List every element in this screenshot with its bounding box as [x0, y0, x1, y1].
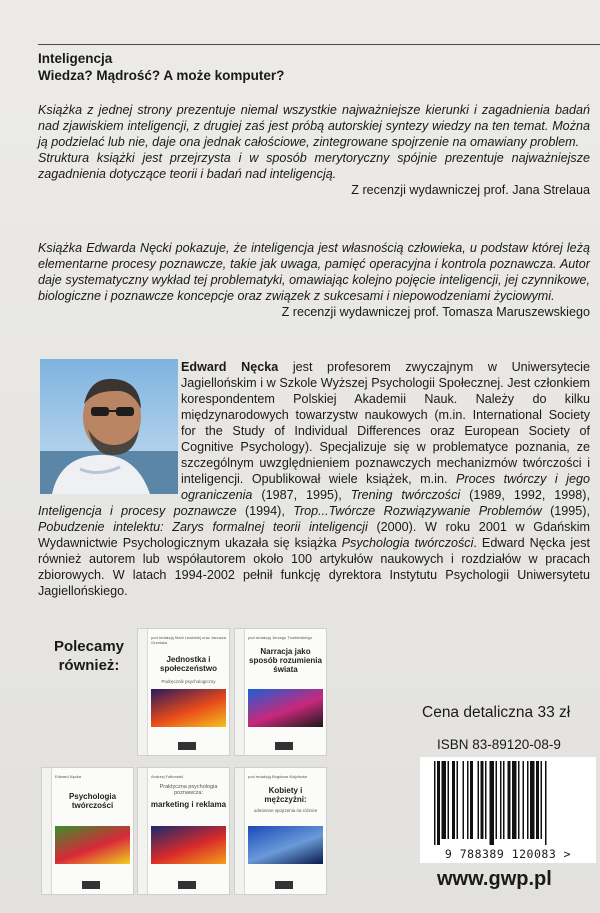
barcode-bar — [496, 761, 498, 839]
barcode-bar — [523, 761, 525, 839]
barcode-bar — [448, 761, 450, 839]
book-ref: Proces twórczy i jego ograniczenia — [181, 472, 590, 502]
barcode-bar — [518, 761, 520, 839]
barcode-bar — [508, 761, 511, 839]
book-ref: Trening twórczości — [350, 488, 461, 502]
book-ref: Psychologia twórczości — [341, 536, 474, 550]
barcode-bar — [503, 761, 505, 839]
recommended-book: Edward Nęcka Psychologia twórczości — [41, 767, 134, 895]
review-strelau — [38, 102, 590, 198]
publisher-logo — [275, 881, 293, 889]
cover-art — [248, 826, 323, 864]
book-ref: Trop...Twórcze Rozwiązywanie Problemów — [293, 504, 542, 518]
review-text: Książka z jednej strony prezentuje niemal wszystkie najważniejsze kierunki i zagadnienia badań nad zjawiskiem inteligencji, z drugiej zaś jest próbą autorskiej syntezy wiedzy na ten temat. Można ją podzielać lub nie, daje ona jednak całościowe, zintegrowane spojrzenie na omawiany problem. — [38, 103, 590, 149]
cover-art — [151, 826, 226, 864]
recommended-book: pod redakcją Marii Lewickiej oraz Janusza Grzelaka Jednostka i społeczeństwo Podręcznik psychologiczny — [137, 628, 230, 756]
barcode — [420, 757, 596, 863]
barcode-bar — [434, 761, 436, 845]
barcode-bar — [490, 761, 495, 845]
retail-price: Cena detaliczna 33 zł — [422, 704, 571, 721]
title-line-1: Inteligencja — [38, 51, 113, 66]
book-ref: Pobudzenie intelektu: Zarys formalnej teorii inteligencji — [38, 520, 368, 534]
author-bio: Edward Nęcka jest profesorem zwyczajnym w Uniwersytecie Jagiellońskim i w Szkole Wyższej Psychologii Społecznej. Jest członkiem korespondentem Polskiej Akademii Nauk. Należy do kilku międzynarodowych towarzystw naukowych (m.in. International Society for the Study of Individual Differences oraz European Society of Cognitive Psychology). Specjalizuje się w problematyce poznania, ze szczególnym uwzględnieniem poznawczych mechanizmów twórczości i inteligencji. Opublikował wiele książek, m.in. Proces twórczy i jego ograniczenia (1987, 1995), Trening twórczości (1989, 1992, 1998), Inteligencja i procesy poznawcze (1994), Trop...Twórcze Rozwiązywanie Problemów (1995), Pobudzenie intelektu: Zarys formalnej teorii inteligencji (2000). W roku 2001 w Gdańskim Wydawnictwie Psychologicznym ukazała się książka Psychologia twórczości. Edward Nęcka jest również autorem lub współautorem około 100 artykułów naukowych i rozdziałów w pracach zbiorowych. W latach 1994-2002 pełnił funkcję dyrektora Instytutu Psychologii Uniwersytetu Jagiellońskiego. — [38, 360, 591, 598]
barcode-bar — [485, 761, 487, 839]
review-maruszewski — [38, 240, 590, 320]
barcode-digits: 9 788389 120083 > — [444, 847, 572, 861]
barcode-bar — [527, 761, 529, 839]
book-cover-title: Kobiety i mężczyźni: — [264, 786, 307, 804]
review-source: Z recenzji wydawniczej prof. Tomasza Maruszewskiego — [281, 305, 590, 319]
barcode-bar — [457, 761, 459, 839]
barcode-bar — [470, 761, 473, 839]
barcode-bar — [437, 761, 440, 845]
barcode-bar — [536, 761, 539, 839]
book-ref: Inteligencja i procesy poznawcze — [38, 504, 237, 518]
top-rule — [38, 44, 600, 45]
isbn: ISBN 83-89120-08-9 — [437, 737, 561, 752]
barcode-bar — [467, 761, 469, 839]
book-cover-title: Psychologia twórczości — [68, 792, 117, 810]
book-cover-title: Jednostka i społeczeństwo — [160, 655, 217, 673]
book-cover-title: Narracja jako sposób rozumienia świata — [249, 647, 322, 674]
cover-art — [55, 826, 130, 864]
author-name: Edward Nęcka — [181, 360, 279, 374]
book-cover-title: marketing i reklama — [150, 800, 227, 809]
publisher-logo — [178, 742, 196, 750]
barcode-bar — [500, 761, 502, 839]
website: www.gwp.pl — [437, 868, 552, 890]
publisher-logo — [275, 742, 293, 750]
review-text-2: Struktura książki jest przejrzysta i w sposób merytoryczny spójnie prezentuje najważniejsze zagadnienia dotyczące teorii i badań nad inteligencją. — [38, 151, 590, 181]
barcode-bar — [442, 761, 447, 839]
recommended-book: pod redakcją Jerzego Trzebińskiego Narracja jako sposób rozumienia świata — [234, 628, 327, 756]
publisher-logo — [178, 881, 196, 889]
barcode-bar — [452, 761, 455, 839]
recommended-book: pod redakcją Bogdana Wojciszke Kobiety i mężczyźni: odmienne spojrzenia na różnice — [234, 767, 327, 895]
title-line-2: Wiedza? Mądrość? A może komputer? — [38, 68, 285, 83]
cover-art — [151, 689, 226, 727]
book-title — [38, 50, 284, 84]
barcode-bar — [481, 761, 484, 839]
barcode-bar — [512, 761, 517, 839]
barcode-bar — [478, 761, 480, 839]
barcode-bar — [541, 761, 543, 839]
review-source: Z recenzji wydawniczej prof. Jana Strelaua — [351, 183, 590, 197]
barcode-bars — [420, 757, 596, 847]
barcode-bar — [463, 761, 465, 839]
recommended-book: Andrzej Falkowski Praktyczna psychologia poznawcza: marketing i reklama — [137, 767, 230, 895]
barcode-bar — [545, 761, 547, 845]
review-text: Książka Edwarda Nęcki pokazuje, że inteligencja jest własnością człowieka, u podstaw której leżą elementarne procesy poznawcze, takie jak uwaga, pamięć operacyjna i kontrola poznawcza. Autor daje systematyczny wykład tej problematyki, omawiając kolejno pojęcie inteligencji, jej czynnikowe, biologiczne i poznawcze koncepcje oraz związek z sukcesami i niepowodzeniami życiowymi. — [38, 241, 590, 303]
publisher-logo — [82, 881, 100, 889]
recommend-heading: Polecamy również: — [53, 638, 125, 674]
barcode-bar — [530, 761, 535, 839]
cover-art — [248, 689, 323, 727]
